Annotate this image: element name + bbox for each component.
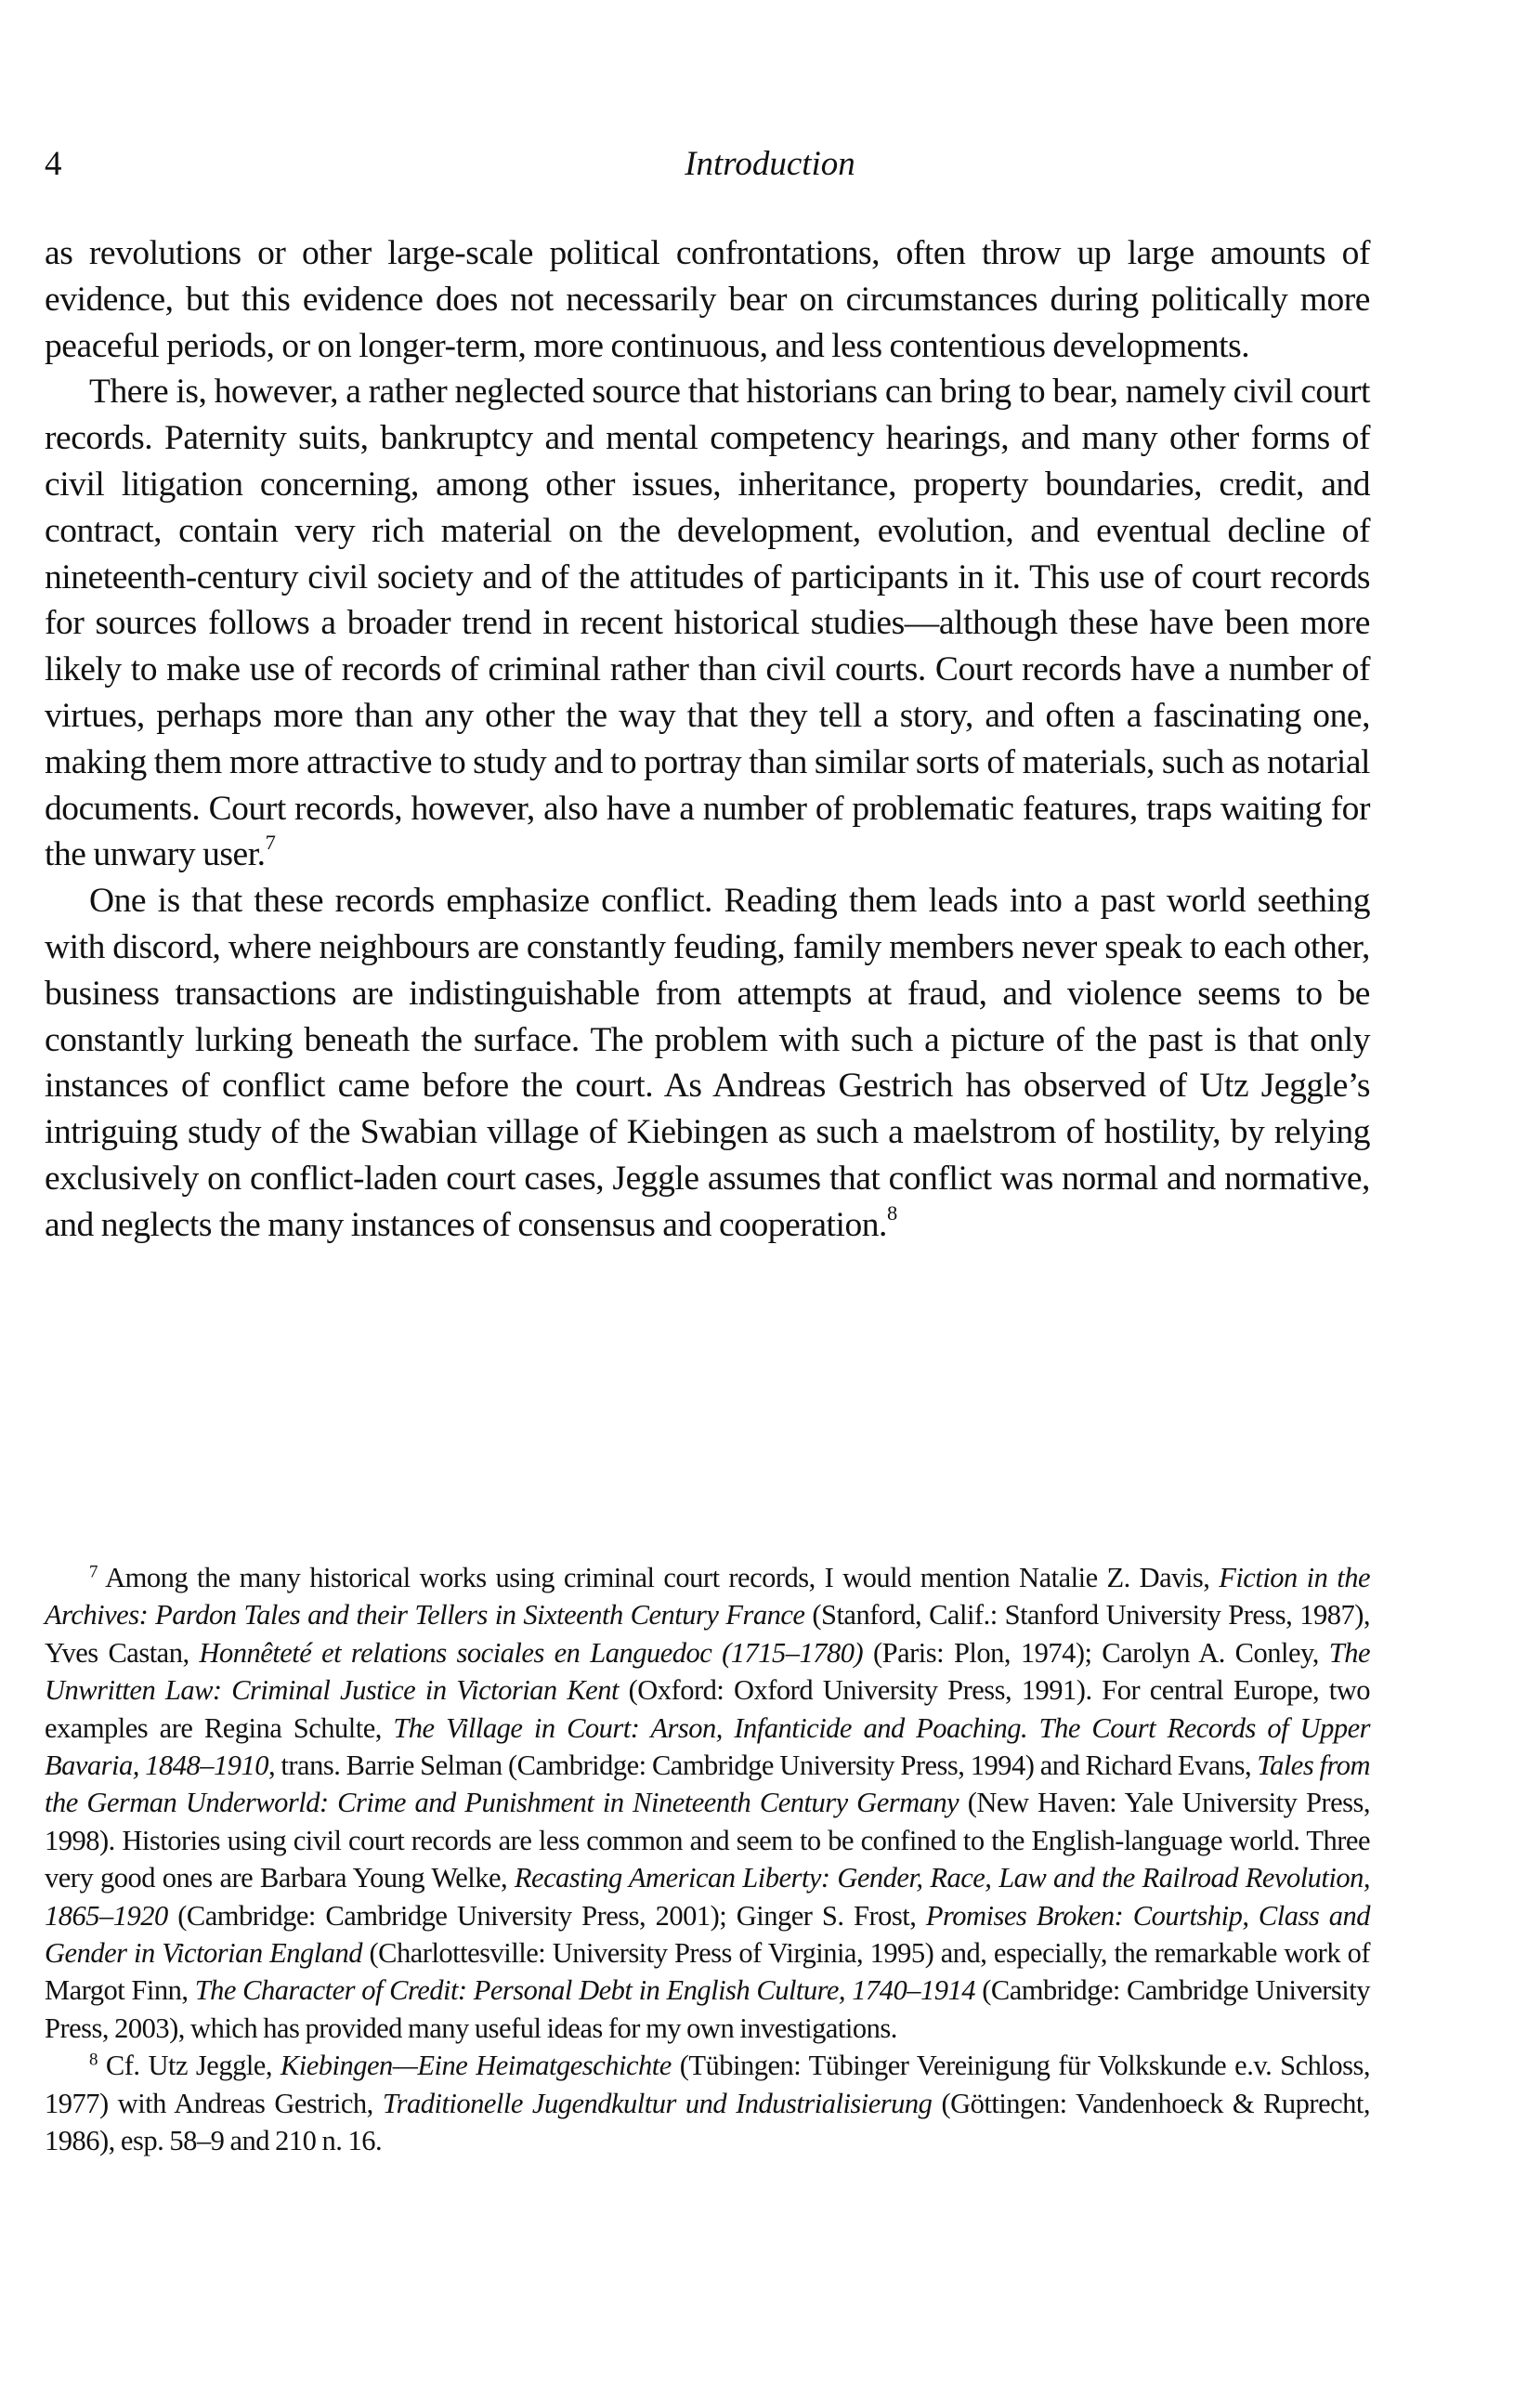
footnote-text: Cf. Utz Jeggle, xyxy=(105,2050,281,2082)
cited-title: The Character of Credit: Personal Debt in English Culture, 1740–1914 xyxy=(194,1974,975,2007)
cited-title: Tales from the German Underworld: Crime and Punishment in Nineteenth Century Germany xyxy=(45,1749,1371,1819)
footnote-text: (Tübingen: Tübinger Vereinigung für Volkskunde e.v. Schloss, 1977) with Andreas Gestrich, xyxy=(45,2050,1370,2119)
cited-title: Traditionelle Jugendkultur und Industrialisierung xyxy=(382,2087,933,2119)
footnote-ref-8[interactable]: 8 xyxy=(886,1200,897,1225)
footnote-number: 7 xyxy=(89,1562,98,1582)
footnote-text: (Cambridge: Cambridge University Press, 2003), which has provided many useful ideas for my own investigations. xyxy=(45,1974,1371,2044)
paragraph-1 xyxy=(45,230,1370,369)
footnote-7 xyxy=(45,1559,1370,2047)
cited-title: Recasting American Liberty: Gender, Race, Law and the Railroad Revolution, 1865–1920 xyxy=(45,1862,1370,1932)
cited-title: Fiction in the Archives: Pardon Tales and their Tellers in Sixteenth Century France xyxy=(45,1562,1370,1631)
paragraph-3 xyxy=(45,878,1370,1248)
footnote-text: (Cambridge: Cambridge University Press, 2001); Ginger S. Frost, xyxy=(167,1899,926,1932)
cited-title: Kiebingen—Eine Heimatgeschichte xyxy=(280,2050,672,2082)
footnote-number: 8 xyxy=(89,2050,98,2070)
cited-title: The Village in Court: Arson, Infanticide and Poaching. The Court Records of Upper Bavaria, 1848–1910 xyxy=(45,1711,1370,1782)
footnote-ref-7[interactable]: 7 xyxy=(265,831,276,855)
running-head xyxy=(0,144,1540,200)
footnote-7-body xyxy=(45,1562,1370,2044)
footnote-text: , trans. Barrie Selman (Cambridge: Cambridge University Press, 1994) and Richard Evans, xyxy=(268,1749,1258,1782)
footnote-text: (Stanford, Calif.: Stanford University Press, 1987), Yves Castan, xyxy=(45,1599,1370,1669)
footnote-text: (Charlottesville: University Press of Virginia, 1995) and, especially, the remarkable work of Margot Finn, xyxy=(45,1937,1370,2007)
footnote-text: (Paris: Plon, 1974); Carolyn A. Conley, xyxy=(863,1636,1329,1669)
paragraph-3-text: One is that these records emphasize conflict. Reading them leads into a past world seething with discord, where neighbours are constantly feuding, family members never speak to each other, business transactions are indistinguishable from attempts at fraud, and violence seems to be constantly lurking beneath the surface. The problem with such a picture of the past is that only instances of conflict came before the court. As Andreas Gestrich has observed of Utz Jeggle’s intriguing study of the Swabian village of Kiebingen as such a maelstrom of hostility, by relying exclusively on conflict-laden court cases, Jeggle assumes that conflict was normal and normative, and neglects the many instances of consensus and cooperation. xyxy=(45,882,1370,1244)
footnotes xyxy=(45,1559,1370,2160)
footnote-text: Among the many historical works using criminal court records, I would mention Natalie Z. Davis, xyxy=(105,1562,1220,1593)
cited-title: The Unwritten Law: Criminal Justice in Victorian Kent xyxy=(45,1636,1370,1707)
footnote-text: (Göttingen: Vandenhoeck & Ruprecht, 1986), esp. 58–9 and 210 n. 16. xyxy=(45,2087,1370,2157)
cited-title: Promises Broken: Courtship, Class and Gender in Victorian England xyxy=(45,1899,1370,1970)
page-number: 4 xyxy=(45,145,62,183)
footnote-text: (Oxford: Oxford University Press, 1991). For central Europe, two examples are Regina Schulte, xyxy=(45,1674,1370,1744)
paragraph-1-text: as revolutions or other large-scale political confrontations, often throw up large amounts of evidence, but this evidence does not necessarily bear on circumstances during politically more peaceful periods, or on longer-term, more continuous, and less contentious developments. xyxy=(45,234,1370,365)
footnote-8 xyxy=(45,2047,1370,2159)
footnote-8-body xyxy=(45,2050,1370,2156)
footnote-text: (New Haven: Yale University Press, 1998). Histories using civil court records are less common and seem to be confined to the English-language world. Three very good ones are Barbara Young Welke, xyxy=(45,1787,1370,1894)
running-title: Introduction xyxy=(685,145,855,183)
cited-title: Honnêteté et relations sociales en Languedoc (1715–1780) xyxy=(199,1636,864,1669)
paragraph-2 xyxy=(45,369,1370,878)
paragraph-2-text: There is, however, a rather neglected source that historians can bring to bear, namely civil court records. Paternity suits, bankruptcy and mental competency hearings, and many other forms of civil litigation concerning, among other issues, inheritance, property boundaries, credit, and contract, contain very rich material on the development, evolution, and eventual decline of nineteenth-century civil society and of the attitudes of participants in it. This use of court records for sources follows a broader trend in recent historical studies—although these have been more likely to make use of records of criminal rather than civil courts. Court records have a number of virtues, perhaps more than any other the way that they tell a story, and often a fascinating one, making them more attractive to study and to portray than similar sorts of materials, such as notarial documents. Court records, however, also have a number of problematic features, traps waiting for the unwary user. xyxy=(45,373,1370,874)
main-text xyxy=(45,230,1370,1249)
